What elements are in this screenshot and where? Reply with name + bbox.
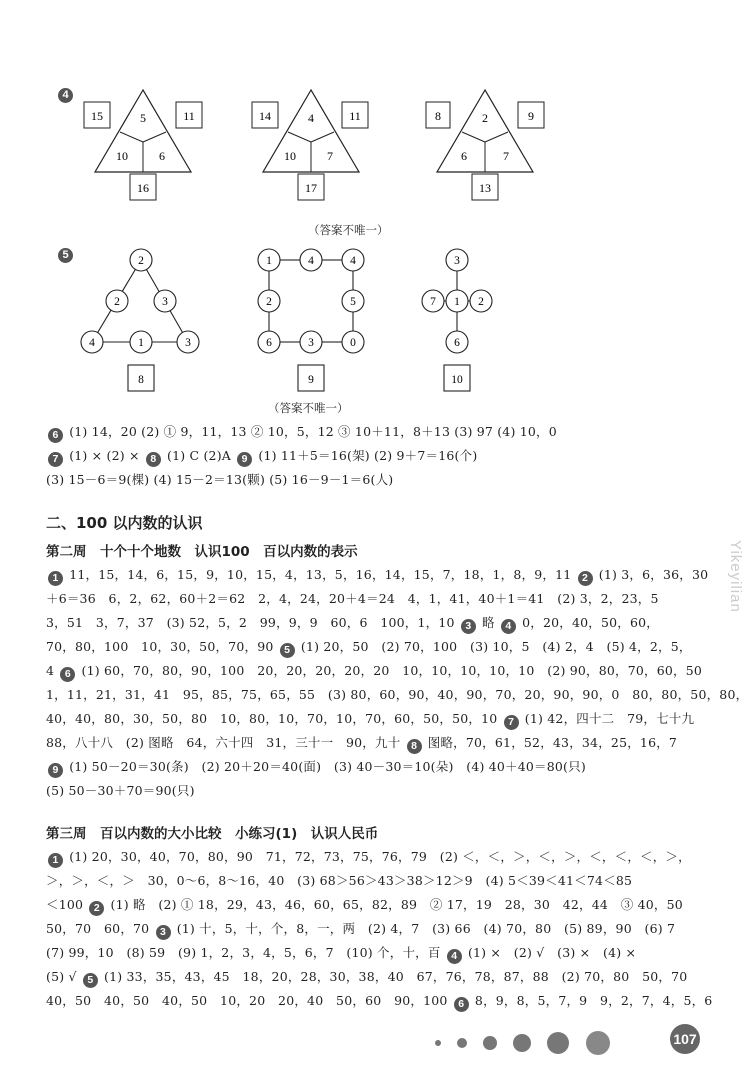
q4-t3-bl: 6 <box>461 149 467 163</box>
q4-t2-br: 7 <box>327 149 333 163</box>
w2-badge-1: 1 <box>48 571 63 586</box>
answer-7-text: (1) × (2) × <box>69 448 140 463</box>
w3-line-6 <box>46 967 687 988</box>
w3-text-1: (1) 20，30，40，70，80，90 71，72，73，75，76，79 (2) ＜，＜，＞，＜，＞，＜，＜，＜，＞， <box>69 849 691 864</box>
q5-sq-ml: 2 <box>266 296 272 308</box>
w2-text-13: (1) 42，四十二 79，七十九 <box>524 711 695 726</box>
q5-tri-br: 3 <box>185 337 191 349</box>
w2-badge-9: 9 <box>48 763 63 778</box>
q5-cross-top: 3 <box>454 255 460 267</box>
q5-sq-bl: 6 <box>266 337 272 349</box>
q4-t1-left: 15 <box>91 109 103 123</box>
w2-line-5 <box>46 661 702 682</box>
w2-line-10 <box>46 781 195 799</box>
w2-line-1 <box>46 565 708 586</box>
w3-line-1 <box>46 847 691 868</box>
badge-6: 6 <box>48 428 63 443</box>
footer-dots <box>430 1028 670 1058</box>
w2-badge-5: 5 <box>280 643 295 658</box>
q4-t2-right: 11 <box>349 109 361 123</box>
q5-sq-br: 0 <box>350 337 356 349</box>
answer-8-text: (1) C (2)A <box>167 448 231 463</box>
w2-line-2 <box>46 589 659 607</box>
w2-text-10: (1) 60，70，80，90，100 20，20，20，20，20 10，10，10，10，10 (2) 90，80，70，60，50 <box>81 663 703 678</box>
q5-tri-box: 8 <box>138 374 144 386</box>
badge-9: 9 <box>237 452 252 467</box>
w3-line-4 <box>46 919 675 940</box>
w2-line-3 <box>46 613 659 634</box>
w3-text-8: (1) × (2) √ (3) × (4) × <box>467 945 637 960</box>
q5-cross-box: 10 <box>451 374 463 386</box>
w2-line-7 <box>46 709 694 730</box>
w2-badge-4: 4 <box>501 619 516 634</box>
w3-text-11: 40，50 40，50 40，50 10，20 20，40 50，60 90，100 <box>46 993 448 1008</box>
q4-t3-top: 2 <box>482 111 488 125</box>
w2-badge-6: 6 <box>60 667 75 682</box>
q5-tri-bl: 4 <box>89 337 95 349</box>
w2-text-8: (1) 20，50 (2) 70，100 (3) 10，5 (4) 2，4 (5) 4，2，5， <box>300 639 692 654</box>
w3-badge-6: 6 <box>454 997 469 1012</box>
page-number: 107 <box>670 1024 700 1054</box>
w3-text-3: ＜100 <box>46 897 84 912</box>
w2-text-6: 0，20，40，50，60， <box>522 615 659 630</box>
q5-sq-tm: 4 <box>308 255 314 267</box>
w2-text-11: 1，11，21，31，41 95，85，75，65，55 (3) 80，60，90，40，90，70，20，90，90，0 80，80，50，80， <box>46 687 749 702</box>
w3-badge-2: 2 <box>89 901 104 916</box>
q5-tri-bm: 1 <box>138 337 144 349</box>
w3-text-10: (1) 33，35，43，45 18，20，28，30，38，40 67，76，78，87，88 (2) 70，80 50，70 <box>104 969 688 984</box>
q4-triangle-2 <box>252 90 368 200</box>
w3-badge-1: 1 <box>48 853 63 868</box>
answer-line-9-cont <box>46 470 393 488</box>
q4-t1-top: 5 <box>140 111 146 125</box>
q4-triangle-3 <box>426 90 544 200</box>
w2-badge-8: 8 <box>407 739 422 754</box>
w2-badge-7: 7 <box>504 715 519 730</box>
q4-t2-top: 4 <box>308 111 314 125</box>
w3-line-5 <box>46 943 636 964</box>
w2-text-14: 88，八十八 (2) 图略 64，六十四 31，三十一 90，九十 <box>46 735 401 750</box>
answer-6-text: (1) 14，20 (2) ① 9，11，13 ② 10，5，12 ③ 10＋11，8＋13 (3) 97 (4) 10，0 <box>69 424 557 439</box>
answer-9-cont-text: (3) 15－6＝9(棵) (4) 15－2＝13(颗) (5) 16－9－1＝6(人) <box>46 472 394 487</box>
q4-t3-bottom: 13 <box>479 181 491 195</box>
w3-text-12: 8，9，8，5，7，9 9，2，7，4，5，6 <box>474 993 713 1008</box>
badge-8: 8 <box>146 452 161 467</box>
w2-text-16: (1) 50－20＝30(条) (2) 20＋20＝40(面) (3) 40－30＝10(朵) (4) 40＋40＝80(只) <box>69 759 586 774</box>
week-3-title: 第三周 百以内数的大小比较 小练习(1) 认识人民币 <box>46 826 379 842</box>
q4-t3-right: 9 <box>528 109 534 123</box>
w2-text-4: 3，51 3，7，37 (3) 52，5，2 99，9，9 60，6 100，1，10 <box>46 615 455 630</box>
q4-t2-bottom: 17 <box>305 181 317 195</box>
q5-cross-left: 7 <box>430 296 436 308</box>
w3-text-5: 50，70 60，70 <box>46 921 150 936</box>
q5-tri-top: 2 <box>138 255 144 267</box>
q5-tri-mr: 3 <box>162 296 168 308</box>
w2-line-6 <box>46 685 748 703</box>
question-4-badge: 4 <box>58 88 73 103</box>
w3-line-2 <box>46 871 632 889</box>
q5-sq-tr: 4 <box>350 255 356 267</box>
w2-line-8 <box>46 733 677 754</box>
section-2-title: 二、100 以内数的认识 <box>46 514 203 532</box>
q5-sq-mr: 5 <box>350 296 356 308</box>
q4-triangle-1 <box>84 90 202 200</box>
w2-text-1: 11，15，14，6，15，9，10，15，4，13，5，16，14，15，7，18，1，8，9，11 <box>69 567 572 582</box>
w2-text-9: 4 <box>46 663 55 678</box>
w3-text-7: (7) 99，10 (8) 59 (9) 1，2，3，4，5，6，7 (10) 个，十，百 <box>46 945 441 960</box>
w2-text-5: 略 <box>482 615 495 630</box>
w2-text-15: 图略，70，61，52，43，34，25，16，7 <box>427 735 678 750</box>
q4-t1-right: 11 <box>183 109 195 123</box>
question-5-badge: 5 <box>58 248 73 263</box>
q4-t2-bl: 10 <box>284 149 296 163</box>
q5-sq-box: 9 <box>308 374 314 386</box>
q4-t2-left: 14 <box>259 109 271 123</box>
badge-7: 7 <box>48 452 63 467</box>
w3-text-4: (1) 略 (2) ① 18，29，43，46，60，65，82，89 ② 17，19 28，30 42，44 ③ 40，50 <box>110 897 683 912</box>
q4-t3-left: 8 <box>435 109 441 123</box>
q5-cross-right: 2 <box>478 296 484 308</box>
q5-sq-tl: 1 <box>266 255 272 267</box>
w3-badge-4: 4 <box>447 949 462 964</box>
w2-line-9 <box>46 757 586 778</box>
w2-text-3: ＋6＝36 6，2，62，60＋2＝62 2，4，24，20＋4＝24 4，1，41，40＋1＝41 (2) 3，2，23，5 <box>46 591 659 606</box>
q5-cross-center: 1 <box>454 296 460 308</box>
w2-text-17: (5) 50－30＋70＝90(只) <box>46 783 195 798</box>
w3-line-7 <box>46 991 712 1012</box>
answer-line-6 <box>46 422 557 443</box>
w2-text-7: 70，80，100 10，30，50，70，90 <box>46 639 274 654</box>
w3-badge-5: 5 <box>83 973 98 988</box>
q4-note: （答案不唯一） <box>308 223 389 237</box>
answer-line-7-9 <box>46 446 477 467</box>
q5-cross-bottom: 6 <box>454 337 460 349</box>
q5-sq-bm: 3 <box>308 337 314 349</box>
w2-badge-2: 2 <box>578 571 593 586</box>
q4-t3-br: 7 <box>503 149 509 163</box>
q4-t1-bottom: 16 <box>137 181 149 195</box>
q5-note: （答案不唯一） <box>268 401 349 415</box>
w3-text-6: (1) 十，5，十，个，8，一，两 (2) 4，7 (3) 66 (4) 70，80 (5) 89，90 (6) 7 <box>176 921 676 936</box>
w3-badge-3: 3 <box>156 925 171 940</box>
w2-badge-3: 3 <box>461 619 476 634</box>
answer-9-text: (1) 11＋5＝16(架) (2) 9＋7＝16(个) <box>258 448 478 463</box>
w3-text-2: ＞，＞，＜，＞ 30，0～6，8～16，40 (3) 68＞56＞43＞38＞12＞9 (4) 5＜39＜41＜74＜85 <box>46 873 633 888</box>
q4-t1-bl: 10 <box>116 149 128 163</box>
q4-t1-br: 6 <box>159 149 165 163</box>
w2-text-2: (1) 3，6，36，30 <box>598 567 709 582</box>
q5-tri-ml: 2 <box>114 296 120 308</box>
w3-line-3 <box>46 895 683 916</box>
w2-text-12: 40，40，80，30，50，80 10，80，10，70，10，70，60，50，50，10 <box>46 711 498 726</box>
w3-text-9: (5) √ <box>46 969 77 984</box>
w2-line-4 <box>46 637 692 658</box>
week-2-title: 第二周 十个十个地数 认识100 百以内数的表示 <box>46 544 358 560</box>
q5-circle-diagrams <box>0 245 750 395</box>
side-watermark-text: Yikeyilian <box>727 540 744 613</box>
